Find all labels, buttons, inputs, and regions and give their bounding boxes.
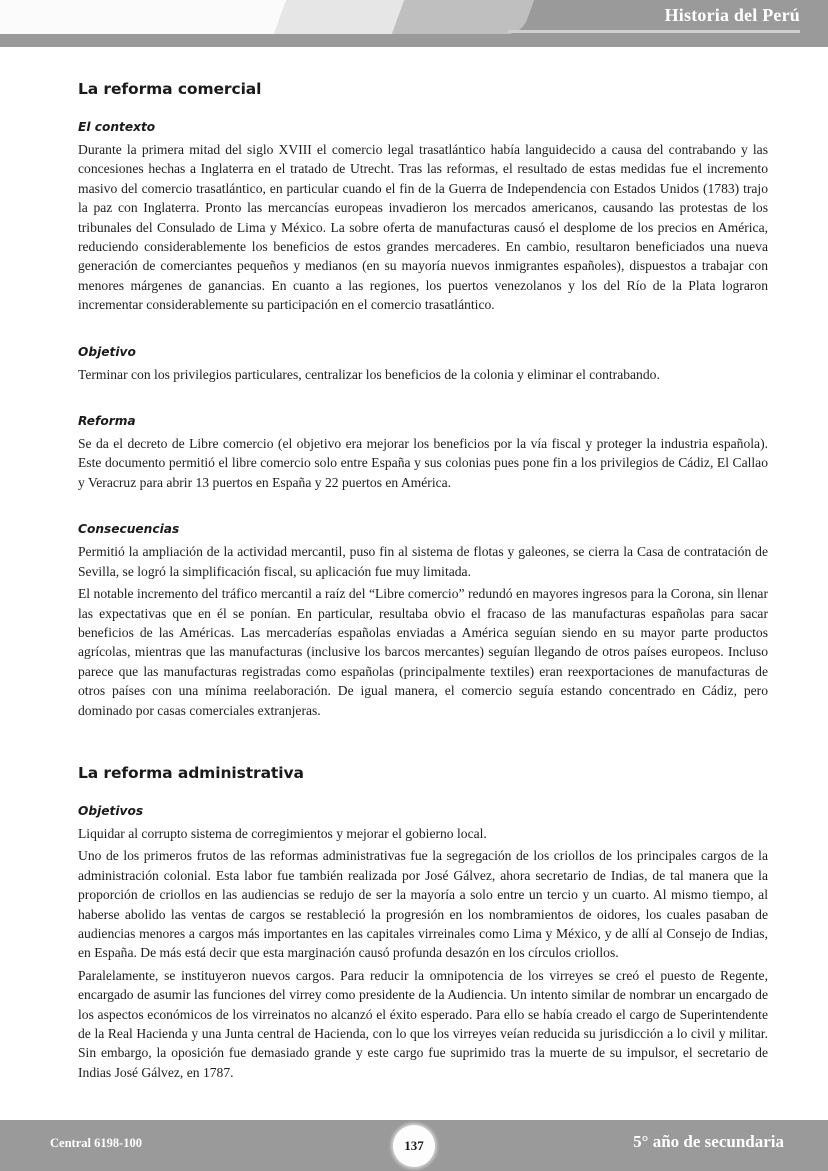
subheading-reforma: Reforma bbox=[78, 414, 136, 429]
subheading-objetivo: Objetivo bbox=[78, 344, 136, 359]
header-title-underline bbox=[508, 30, 800, 33]
page-footer bbox=[0, 1120, 828, 1171]
paragraph: Durante la primera mitad del siglo XVIII el comercio legal trasatlántico había languidecido a causa del contrabando y las concesiones hechas a Inglaterra en el tratado de Utrecht. Tras las reformas, el resultado de estas medidas fue el incremento masivo del comercio trasatlántico, en particular cuando el fin de la Guerra de Independencia con Estados Unidos (1783) trajo la paz con Inglaterra. Pronto las mercancías europeas invadieron los mercados americanos, causando las protestas de los tribunales del Consulado de Lima y México. La sobre oferta de manufacturas causó el desplome de los precios en América, reduciendo considerablemente los beneficios de estos grandes mercaderes. En cambio, resultaron beneficiados una nueva generación de comerciantes pequeños y medianos (en su mayoría nuevos inmigrantes españoles), dispuestos a trabajar con menores márgenes de ganancias. En cuanto a las regiones, los puertos venezolanos y los del Río de la Plata lograron incrementar considerablemente su participación en el comercio trasatlántico. bbox=[78, 142, 768, 313]
page-header bbox=[0, 0, 828, 48]
content-block-consecuencias bbox=[78, 522, 768, 720]
paragraph: El notable incremento del tráfico mercantil a raíz del “Libre comercio” redundó en mayores ingresos para la Corona, sin llenar las expectativas que en él se ponían. En particular, resultaba obvio el fracaso de las manufacturas españolas para sacar beneficios de las Américas. Las mercaderías españolas enviadas a América seguían siendo en su mayor parte productos agrícolas, mientras que las manufacturas (inclusive los barcos mercantes) seguían llegando de otros países europeos. Incluso parece que las manufacturas registradas como españolas (principalmente textiles) eran reexportaciones de manufacturas de otros países con una mínima reelaboración. De igual manera, el comercio seguía estando concentrado en Cádiz, pero dominado por casas comerciales extranjeras. bbox=[78, 586, 768, 718]
header-title: Historia del Perú bbox=[664, 5, 800, 25]
subheading-el-contexto: El contexto bbox=[78, 120, 156, 134]
header-slab-mid-gray bbox=[392, 0, 534, 34]
document-body bbox=[78, 80, 768, 1085]
content-block-reforma bbox=[78, 414, 768, 492]
paragraph: Paralelamente, se instituyeron nuevos cargos. Para reducir la omnipotencia de los virreyes se creó el puesto de Regente, encargado de asumir las funciones del virrey como presidente de la Audiencia. Un intento similar de nombrar un encargado de los aspectos económicos de los virreinatos no alcanzó el éxito esperado. Para ello se había creado el cargo de Superintendente de la Real Hacienda y una Junta central de Hacienda, con lo que los virreyes veían reducida su jurisdicción a lo civil y militar. Sin embargo, la oposición fue demasiado grande y este cargo fue suprimido tras la muerte de su impulsor, el secretario de Indias José Gálvez, en 1787. bbox=[78, 967, 768, 1080]
page-number: 137 bbox=[404, 1138, 424, 1153]
page-number-badge bbox=[393, 1125, 435, 1167]
paragraph: Uno de los primeros frutos de las reformas administrativas fue la segregación de los criollos de los principales cargos de la administración colonial. Esta labor fue también realizada por José Gálvez, ahora secretario de Indias, de tal manera que la proporción de criollos en las audiencias se redujo de ser la mayoría a solo entre un tercio y un cuarto. Al mismo tiempo, al haberse abolido las ventas de cargos se restableció la progresión en los nombramientos de oidores, los cuales pasaban de audiencias menores a cargos más importantes en las capitales virreinales como Lima y México, y de allí al Consejo de Indias, en España. De más está decir que esta marginación causó profunda desazón en los círculos criollos. bbox=[78, 848, 768, 961]
paragraph: Permitió la ampliación de la actividad mercantil, puso fin al sistema de flotas y galeones, se cierra la Casa de contratación de Sevilla, se logró la simplificación fiscal, su aplicación fue muy limitada. bbox=[78, 544, 768, 579]
subheading-objetivos: Objetivos bbox=[78, 803, 144, 818]
subheading-consecuencias: Consecuencias bbox=[78, 522, 180, 537]
content-block-el-contexto bbox=[78, 120, 768, 315]
content-block-objetivo bbox=[78, 345, 768, 384]
paragraph: Se da el decreto de Libre comercio (el objetivo era mejorar los beneficios por la vía fiscal y proteger la industria española). Este documento permitió el libre comercio solo entre España y sus colonias pues pone fin a los privilegios de Cádiz, El Callao y Veracruz para abrir 13 puertos en España y 22 puertos en América. bbox=[78, 436, 768, 490]
header-bottom-rule bbox=[0, 34, 828, 47]
paragraph: Terminar con los privilegios particulares, centralizar los beneficios de la colonia y eliminar el contrabando. bbox=[78, 366, 660, 382]
page-title: La reforma comercial bbox=[78, 80, 262, 98]
paragraph: Liquidar al corrupto sistema de corregimientos y mejorar el gobierno local. bbox=[78, 825, 487, 841]
header-slab-white bbox=[0, 0, 316, 34]
content-block-objetivos bbox=[78, 804, 768, 1082]
footer-grade-label: 5° año de secundaria bbox=[633, 1132, 784, 1151]
section-title-reforma-administrativa: La reforma administrativa bbox=[78, 763, 304, 782]
footer-contact-label: Central 6198-100 bbox=[50, 1136, 142, 1150]
